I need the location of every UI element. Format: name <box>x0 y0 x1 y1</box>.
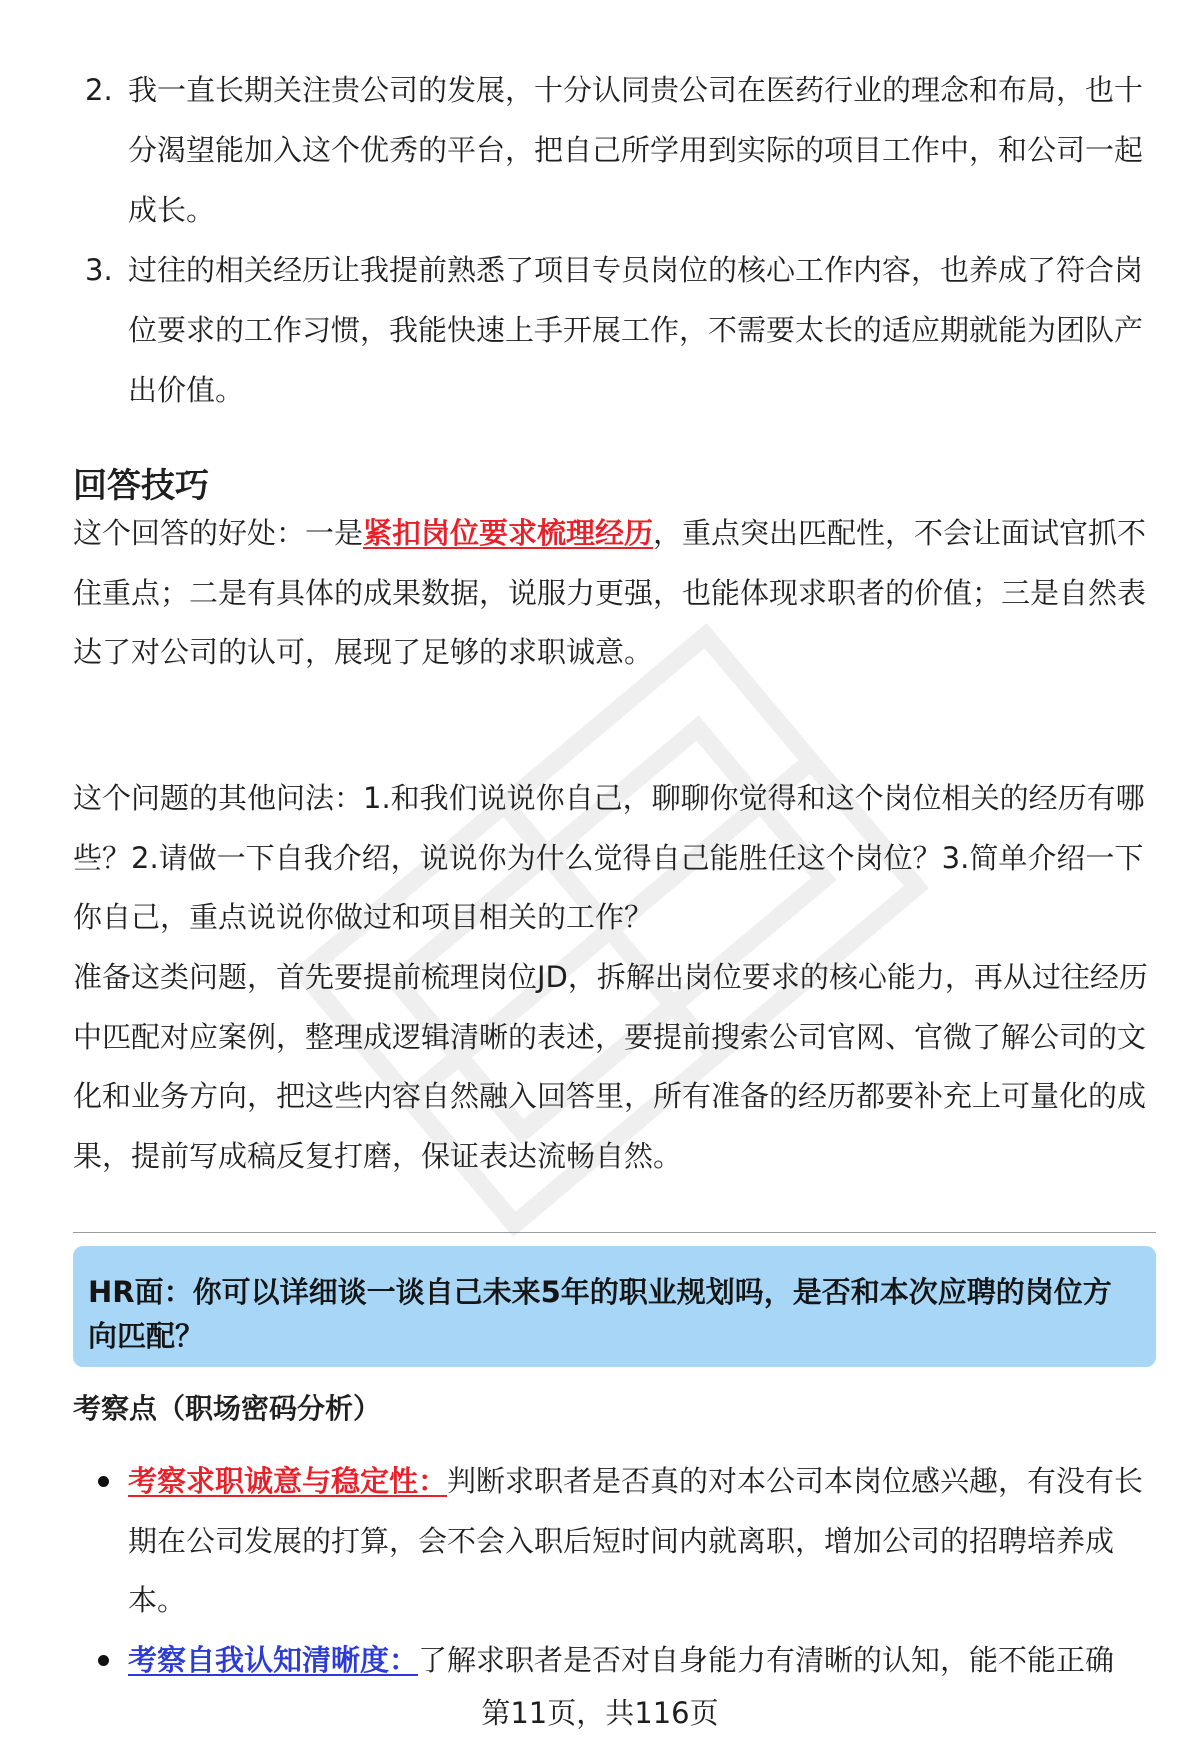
list-item-text: 过往的相关经历让我提前熟悉了项目专员岗位的核心工作内容，也养成了符合岗位要求的工作习惯，我能快速上手开展工作，不需要太长的适应期就能为团队产出价值。 <box>128 253 1144 407</box>
preparation-advice-paragraph: 准备这类问题，首先要提前梳理岗位JD，拆解出岗位要求的核心能力，再从过往经历中匹配对应案例，整理成逻辑清晰的表述，要提前搜索公司官网、官微了解公司的文化和业务方向，把这些内容自然融入回答里，所有准备的经历都要补充上可量化的成果，提前写成稿反复打磨，保证表达流畅自然。 <box>73 960 1148 1173</box>
point-text: 判断求职者是否真的对本公司本岗位感兴趣，有没有长期在公司发展的打算，会不会入职后短时间内就离职，增加公司的招聘培养成本。 <box>128 1464 1144 1617</box>
list-item <box>75 240 1155 420</box>
point-label: 考察自我认知清晰度： <box>128 1642 419 1677</box>
section-title: 回答技巧 <box>73 466 209 506</box>
bullet-icon <box>98 1476 109 1487</box>
interview-question-box <box>73 1246 1156 1367</box>
numbered-list <box>75 60 1155 420</box>
list-item <box>73 1452 1153 1631</box>
point-label: 考察求职诚意与稳定性： <box>128 1464 448 1498</box>
list-number: 3. <box>85 253 113 287</box>
point-text: 了解求职者是否对自身能力有清晰的认知，能不能正确 <box>418 1642 1115 1677</box>
evaluation-points-title: 考察点（职场密码分析） <box>73 1392 382 1425</box>
list-item <box>75 60 1155 240</box>
page-number: 第11页，共116页 <box>481 1696 719 1730</box>
evaluation-points-list <box>73 1452 1153 1690</box>
answer-benefit-paragraph: 这个回答的好处：一是紧扣岗位要求梳理经历，重点突出匹配性，不会让面试官抓不住重点；二是有具体的成果数据，说服力更强，也能体现求职者的价值；三是自然表达了对公司的认可，展现了足够的求职诚意。 <box>73 516 1147 669</box>
list-item-text: 我一直长期关注贵公司的发展，十分认同贵公司在医药行业的理念和布局，也十分渴望能加入这个优秀的平台，把自己所学用到实际的项目工作中，和公司一起成长。 <box>128 73 1144 227</box>
list-number: 2. <box>85 73 113 107</box>
divider <box>73 1232 1156 1233</box>
bullet-icon <box>98 1655 109 1666</box>
interview-question-text: HR面：你可以详细谈一谈自己未来5年的职业规划吗，是否和本次应聘的岗位方向匹配？ <box>88 1275 1112 1353</box>
alternative-questions-paragraph: 这个问题的其他问法：1.和我们说说你自己，聊聊你觉得和这个岗位相关的经历有哪些？2.请做一下自我介绍，说说你为什么觉得自己能胜任这个岗位？3.简单介绍一下你自己，重点说说你做过和项目相关的工作？ <box>73 781 1145 934</box>
highlight-key-phrase: 紧扣岗位要求梳理经历 <box>363 516 654 550</box>
list-item <box>73 1631 1153 1691</box>
